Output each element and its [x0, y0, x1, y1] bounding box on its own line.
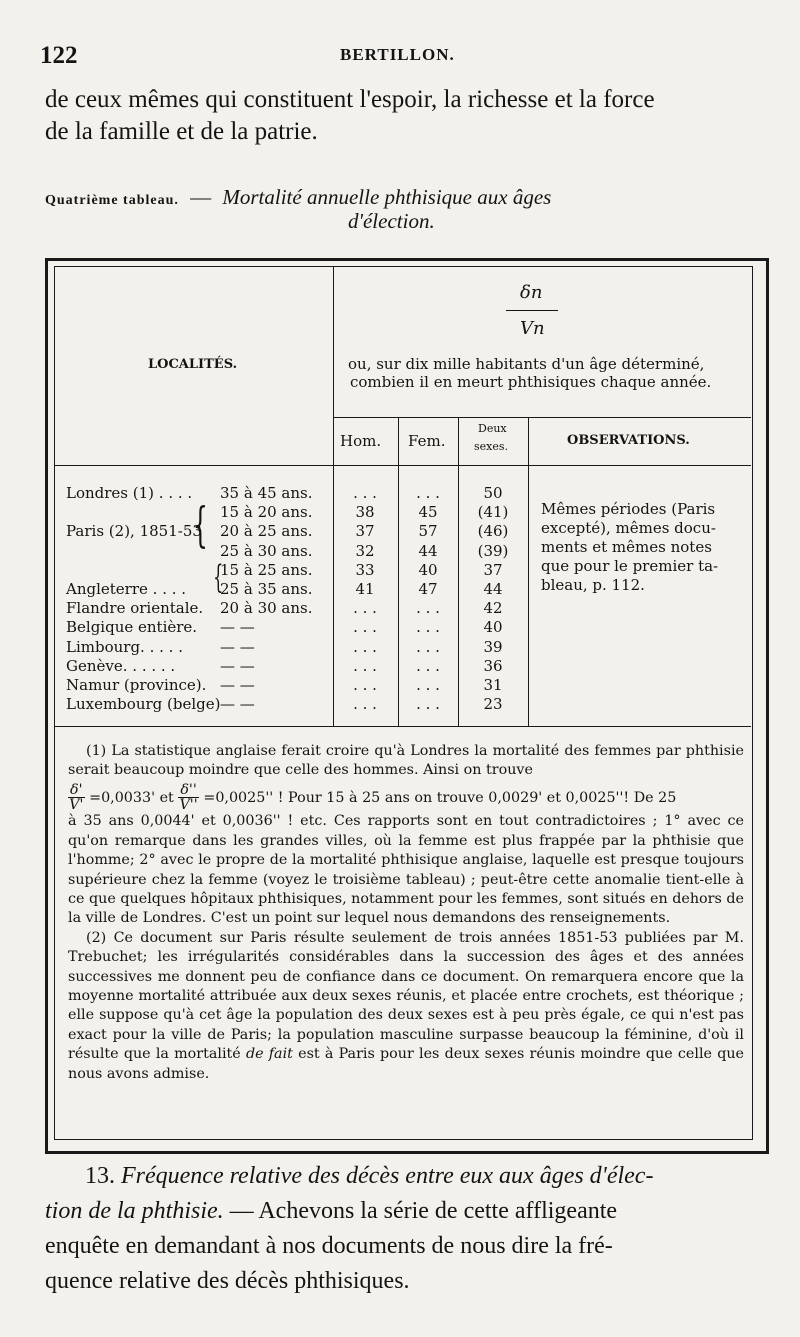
row-fem: . . .	[416, 599, 440, 618]
fraction-2-value: =0,0025'' ! Pour 15 à 25 ans on trouve 0,0029' et 0,0025''! De 25	[203, 789, 677, 806]
row-age: — —	[220, 676, 255, 694]
intro-line-2: de la famille et de la patrie.	[45, 118, 318, 145]
row-age: — —	[220, 618, 255, 637]
divider-hom	[398, 417, 399, 726]
row-hom: . . .	[353, 599, 377, 618]
col-observations: OBSERVATIONS.	[567, 433, 690, 448]
table-title-line2: d'élection.	[348, 209, 435, 233]
row-age: 25 à 35 ans.	[220, 580, 313, 598]
running-head: BERTILLON.	[340, 45, 455, 64]
formula-desc-2: combien il en meurt phthisiques chaque année.	[350, 373, 712, 391]
col-deux-2: sexes.	[474, 440, 509, 453]
col-localites: LOCALITÉS.	[148, 357, 238, 372]
section-13-line-2	[45, 1198, 617, 1225]
section-title-b: tion de la phthisie.	[45, 1198, 224, 1224]
row-age: — —	[220, 637, 255, 656]
row-hom: . . .	[353, 676, 377, 694]
fraction-2-den: V''	[179, 797, 198, 814]
row-locality: Flandre orientale.	[66, 599, 204, 618]
row-age: 15 à 20 ans.	[220, 503, 313, 522]
row-locality: Limbourg. . . . .	[66, 637, 183, 656]
row-fem: 44	[418, 541, 438, 560]
row-fem: . . .	[416, 656, 440, 675]
row-locality: Genève. . . . . .	[66, 656, 176, 675]
formula-bottom: Vn	[520, 318, 545, 339]
row-age: 15 à 25 ans.	[220, 560, 313, 579]
observation-line: que pour le premier ta-	[541, 557, 719, 575]
row-fem: . . .	[416, 484, 440, 502]
row-fem: . . .	[416, 676, 440, 694]
fraction-1-value: =0,0033' et	[89, 789, 174, 806]
row-deux-sexes: (39)	[477, 541, 509, 560]
section-number: 13.	[85, 1163, 115, 1189]
row-age: 25 à 30 ans.	[220, 541, 313, 560]
intro-line-1: de ceux mêmes qui constituent l'espoir, la richesse et la force	[45, 86, 655, 113]
row-hom: 41	[355, 580, 375, 598]
row-hom: 37	[355, 522, 375, 541]
row-locality: Londres (1) . . . .	[66, 484, 193, 502]
footnote-1	[68, 742, 744, 1084]
section-13-line-4: quence relative des décès phthisiques.	[45, 1268, 410, 1294]
row-deux-sexes: (46)	[477, 522, 509, 541]
footnote-1-rest: à 35 ans 0,0044' et 0,0036'' ! etc. Ces rapports sont en tout contradictoires ; 1° avec ce qu'on remarque dans les grandes villes, où la femme est plus frappée par la phthisie que l'homme; 2° avec le propre de la mortalité phthisique anglaise, laquelle est presque toujours supérieure chez la femme (voyez le troisième tableau) ; peut-être cette anomalie tient-elle à ce que quelques hôpitaux phthisiques, notamment pour les femmes, sont situés en dehors de la ville de Londres. C'est un point sur lequel nous demandons des renseignements.	[68, 813, 744, 927]
observation-line: Mêmes périodes (Paris	[541, 500, 716, 518]
row-deux-sexes: (41)	[477, 503, 509, 522]
row-deux-sexes: 42	[483, 599, 503, 618]
row-locality: Belgique entière.	[66, 618, 198, 637]
row-hom: 33	[355, 560, 375, 579]
row-fem: 47	[418, 580, 438, 598]
formula-desc-1	[348, 355, 704, 373]
footnote-2	[68, 929, 744, 1084]
observation-line: ments et mêmes notes	[541, 538, 712, 556]
divider-header	[54, 465, 751, 466]
section-title-a: Fréquence relative des décès entre eux aux âges d'élec-	[121, 1163, 654, 1189]
footnote-2-italic: de fait	[245, 1046, 293, 1063]
row-fem: . . .	[416, 637, 440, 656]
row-hom: . . .	[353, 656, 377, 675]
row-hom: 32	[355, 541, 375, 560]
row-deux-sexes: 40	[483, 618, 503, 637]
row-deux-sexes: 39	[483, 637, 503, 656]
table-title	[45, 185, 551, 210]
section-13-line-1	[85, 1163, 653, 1190]
divider-fem	[458, 417, 459, 726]
col-fem: Fem.	[408, 432, 446, 450]
row-deux-sexes: 44	[483, 580, 503, 598]
formula-bar	[506, 310, 558, 311]
fraction-2-num: δ''	[180, 781, 197, 798]
row-age: 20 à 30 ans.	[220, 599, 313, 618]
fraction-1-num: δ'	[70, 781, 83, 798]
row-hom: . . .	[353, 695, 377, 714]
row-locality: Luxembourg (belge)	[66, 695, 221, 714]
row-fem: . . .	[416, 618, 440, 637]
footnote-2-text-b: est à Paris pour les deux sexes réunis moindre que celle que nous avons admise.	[68, 1046, 745, 1082]
row-hom: . . .	[353, 637, 377, 656]
row-deux-sexes: 36	[483, 656, 503, 675]
row-age: 35 à 45 ans.	[220, 484, 313, 502]
row-age: 20 à 25 ans.	[220, 522, 313, 541]
row-deux-sexes: 31	[483, 676, 503, 694]
col-deux-1: Deux	[478, 422, 507, 435]
row-fem: 45	[418, 503, 438, 522]
page-number: 122	[40, 42, 78, 69]
divider-notes	[54, 726, 751, 727]
footnote-1-text: (1) La statistique anglaise ferait croire qu'à Londres la mortalité des femmes par phthisie serait beaucoup moindre que celle des hommes. Ainsi on trouve	[68, 743, 744, 779]
row-hom: . . .	[353, 484, 377, 502]
table-title-dash: —	[190, 185, 212, 209]
formula-desc-text-1: ou, sur dix mille habitants d'un âge déterminé,	[348, 355, 705, 373]
row-deux-sexes: 50	[483, 484, 503, 502]
fraction-1	[68, 783, 85, 813]
observation-line: excepté), mêmes docu-	[541, 519, 716, 537]
row-locality: Namur (province).	[66, 676, 207, 694]
brace-paris: {	[192, 497, 208, 553]
observation-line: bleau, p. 112.	[541, 576, 645, 594]
row-fem: . . .	[416, 695, 440, 714]
row-age: — —	[220, 656, 255, 675]
row-hom: . . .	[353, 618, 377, 637]
table-label: Quatrième tableau.	[45, 193, 179, 208]
brace-angleterre: {	[213, 558, 224, 596]
row-locality: Paris (2), 1851-53	[66, 522, 202, 541]
fraction-1-den: V'	[69, 797, 84, 814]
divider-formula	[333, 417, 751, 418]
row-locality: Angleterre . . . .	[66, 580, 187, 598]
row-deux-sexes: 37	[483, 560, 503, 579]
section-line-1-rest: — Achevons la série de cette affligeante	[229, 1198, 618, 1224]
section-13-line-3: enquête en demandant à nos documents de nous dire la fré-	[45, 1233, 613, 1259]
row-age: — —	[220, 695, 255, 714]
table-title-line1: Mortalité annuelle phthisique aux âges	[222, 185, 552, 209]
row-deux-sexes: 23	[483, 695, 503, 714]
formula-top: δn	[520, 282, 543, 303]
footnote-2-text-a: (2) Ce document sur Paris résulte seulement de trois années 1851-53 publiées par M. Trebuchet; les irrégularités considérables dans la succession des âges et des années successives me donnent peu de confiance dans ce document. On remarquera encore que la moyenne mortalité attribuée aux deux sexes réunis, et placée entre crochets, est théorique ; elle suppose qu'à cet âge la population des deux sexes est à peu près égale, ce qui n'est pas exact pour la ville de Paris; la population masculine surpasse beaucoup la féminine, d'où il résulte que la mortalité	[68, 929, 744, 1063]
footnote-1-formula-line	[68, 783, 744, 813]
divider-deux	[528, 417, 529, 726]
row-fem: 57	[418, 522, 438, 541]
col-hom: Hom.	[340, 432, 382, 450]
divider-localites	[333, 266, 334, 726]
fraction-2	[178, 783, 198, 813]
row-fem: 40	[418, 560, 438, 579]
row-hom: 38	[355, 503, 375, 522]
